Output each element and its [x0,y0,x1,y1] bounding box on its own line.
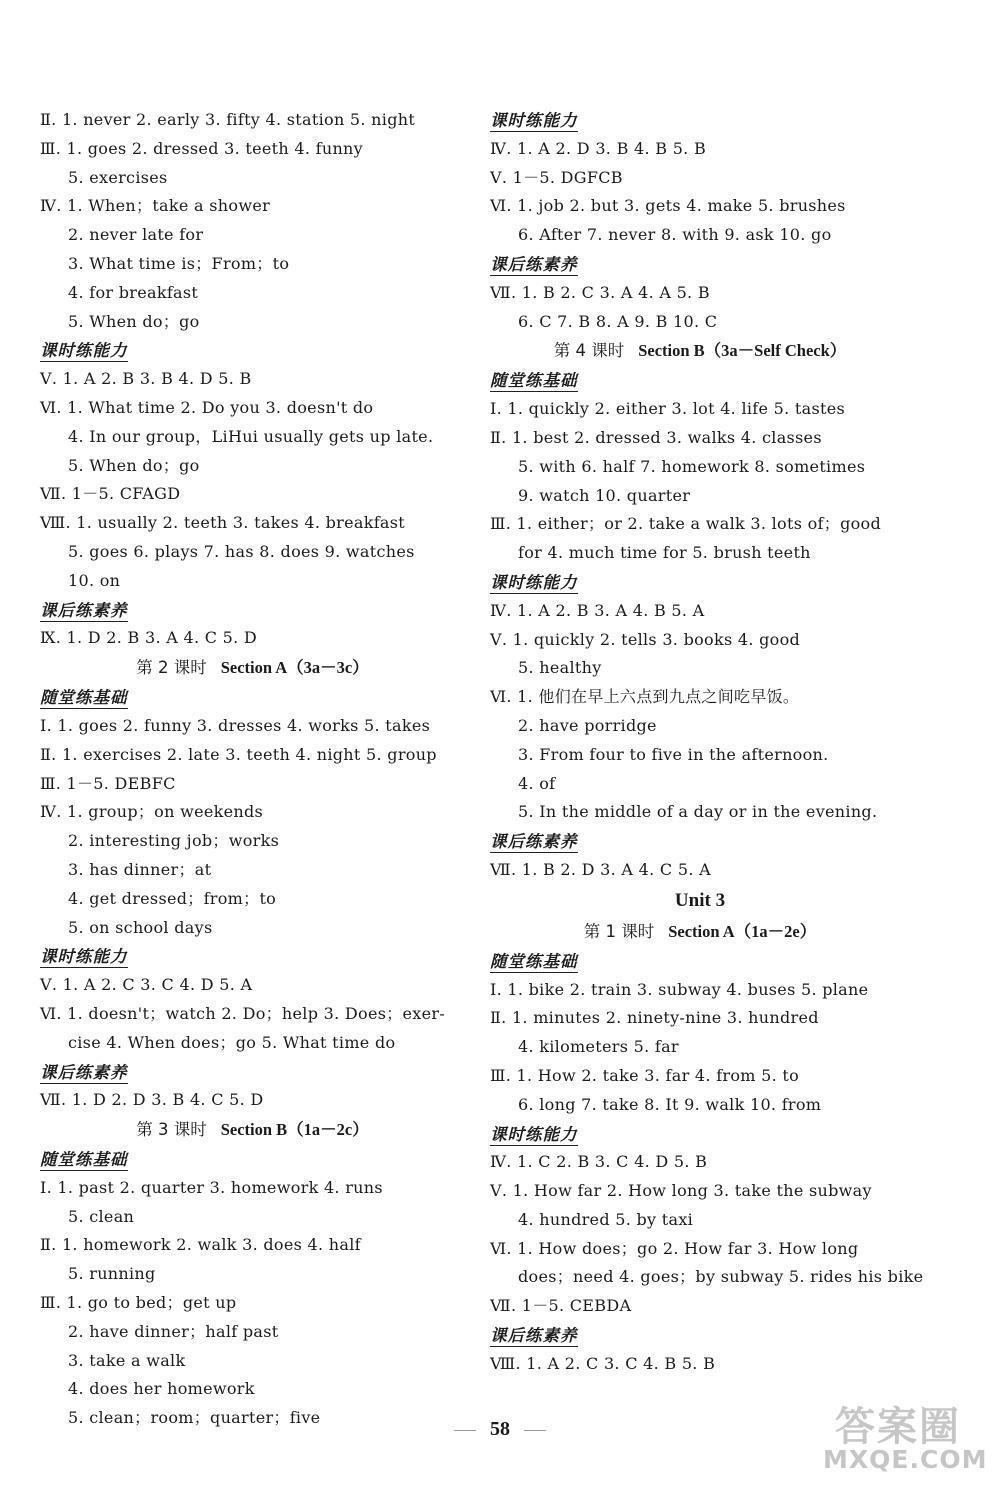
section-heading-label: 随堂练基础 [490,371,578,391]
answer-line: Ⅵ. 1. doesn't；watch 2. Do；help 3. Does；exer- [40,1003,446,1023]
answer-line: Ⅵ. 1. job 2. but 3. gets 4. make 5. brushes [490,196,846,216]
page-number: 58 [0,1418,1000,1441]
answer-line: Ⅷ. 1. A 2. C 3. C 4. B 5. B [490,1353,716,1373]
section-heading [40,683,465,712]
answer-line: Ⅶ. 1－5. CFAGD [40,484,181,504]
answer-line: Ⅶ. 1. D 2. D 3. B 4. C 5. D [40,1090,264,1110]
section-heading-label: 随堂练基础 [490,951,578,971]
answer-continuation-line: 3. take a walk [68,1350,186,1370]
section-heading-label: 课时练能力 [40,947,128,967]
answer-line: Ⅸ. 1. D 2. B 3. A 4. C 5. D [40,628,258,648]
answer-line: Ⅶ. 1－5. CEBDA [490,1296,632,1316]
answer-continuation-line: 4. for breakfast [68,282,199,302]
answer-line: Ⅱ. 1. minutes 2. ninety-nine 3. hundred [490,1008,819,1028]
answer-line: Ⅴ. 1－5. DGFCB [490,167,623,187]
answer-line: Ⅶ. 1. B 2. C 3. A 4. A 5. B [490,282,710,302]
unit-title: Unit 3 [674,889,726,911]
section-heading [490,106,910,135]
section-heading-label: 随堂练基础 [40,688,128,708]
answer-continuation-line: for 4. much time for 5. brush teeth [518,543,811,563]
answer-line: Ⅳ. 1. A 2. B 3. A 4. B 5. A [490,600,705,620]
lesson-section: Section B（3a－Self Check） [638,341,847,361]
answer-line: Ⅴ. 1. A 2. B 3. B 4. D 5. B [40,369,252,389]
answer-line: Ⅱ. 1. never 2. early 3. fifty 4. station 5. night [40,110,416,129]
section-heading-label: 课时练能力 [490,1124,578,1144]
answer-continuation-line: 4. get dressed；from；to [68,888,277,908]
answer-continuation-line: 5. In the middle of a day or in the evening. [518,802,878,822]
answer-line: Ⅴ. 1. A 2. C 3. C 4. D 5. A [40,975,253,995]
answer-continuation-line: 5. When do；go [68,455,200,475]
answer-continuation-line: 9. watch 10. quarter [518,485,691,505]
answer-continuation-line: 2. have dinner；half past [68,1321,279,1341]
answer-continuation-line: 2. never late for [68,225,204,245]
section-heading [40,942,465,971]
answer-line: Ⅷ. 1. usually 2. teeth 3. takes 4. breakfast [40,513,406,533]
answer-continuation-line: 4. In our group，LiHui usually gets up late. [68,426,434,446]
answer-continuation-line: 5. healthy [518,658,602,678]
answer-line: Ⅲ. 1. go to bed；get up [40,1293,237,1313]
answer-continuation-line: 10. on [68,570,121,590]
section-heading-label: 课后练素养 [490,254,578,274]
answer-line: Ⅳ. 1. C 2. B 3. C 4. D 5. B [490,1152,708,1172]
lesson-title [40,653,465,683]
watermark-url: MXQE.COM [823,1445,988,1474]
answer-continuation-line: 5. with 6. half 7. homework 8. sometimes [518,456,866,476]
answer-continuation-line: 4. kilometers 5. far [518,1037,679,1057]
site-watermark [805,1395,1000,1485]
answer-line: Ⅶ. 1. B 2. D 3. A 4. C 5. A [490,859,711,879]
watermark-chinese: 答案圈 [835,1404,961,1450]
answer-line: Ⅰ. 1. goes 2. funny 3. dresses 4. works 5. takes [40,715,431,735]
answer-line: Ⅳ. 1. When；take a shower [40,196,271,216]
answer-continuation-line: 4. of [518,773,556,793]
section-heading [490,1120,910,1149]
answer-line: Ⅴ. 1. How far 2. How long 3. take the subway [490,1181,872,1201]
section-heading-label: 课后练素养 [40,1062,128,1082]
answer-continuation-line: 5. clean；room；quarter；five [68,1408,321,1428]
answer-line: Ⅵ. 1. How does；go 2. How far 3. How long [490,1238,859,1258]
answer-continuation-line: 5. exercises [68,167,168,187]
answer-continuation-line: 5. goes 6. plays 7. has 8. does 9. watches [68,541,415,561]
lesson-section: Section B（1a－2c） [220,1120,369,1140]
right-answer-column [490,106,924,1379]
lesson-title [490,336,910,366]
answer-line: Ⅱ. 1. homework 2. walk 3. does 4. half [40,1235,361,1255]
lesson-section: Section A（3a－3c） [220,658,369,678]
section-heading [40,1145,465,1174]
section-heading [490,827,910,856]
lesson-section: Section A（1a－2e） [668,921,817,941]
section-heading-label: 课后练素养 [490,832,578,852]
answer-continuation-line: 5. running [68,1264,156,1284]
section-heading [40,336,465,365]
section-heading [40,1058,465,1087]
answer-line: Ⅲ. 1－5. DEBFC [40,773,176,793]
answer-continuation-line: 4. does her homework [68,1379,255,1399]
answer-line: Ⅰ. 1. bike 2. train 3. subway 4. buses 5. plane [490,979,869,999]
section-heading-label: 课时练能力 [490,111,578,130]
answer-continuation-line: 3. What time is；From；to [68,253,290,273]
section-heading [490,568,910,597]
left-answer-column [40,106,465,1433]
answer-continuation-line: 5. When do；go [68,311,200,331]
section-heading-label: 课后练素养 [40,600,128,620]
answer-continuation-line: 3. From four to five in the afternoon. [518,744,829,764]
answer-continuation-line: 5. on school days [68,917,213,937]
lesson-title [490,917,910,947]
answer-continuation-line: 6. C 7. B 8. A 9. B 10. C [518,311,718,331]
section-heading-label: 课后练素养 [490,1326,578,1346]
answer-line: Ⅰ. 1. past 2. quarter 3. homework 4. runs [40,1177,383,1197]
lesson-title [40,1115,465,1145]
answer-continuation-line: cise 4. When does；go 5. What time do [68,1032,396,1052]
answer-line: Ⅲ. 1. goes 2. dressed 3. teeth 4. funny [40,138,363,158]
lesson-number: 第 1 课时 [583,921,655,941]
answer-line: Ⅴ. 1. quickly 2. tells 3. books 4. good [490,629,801,649]
answer-continuation-line: 4. hundred 5. by taxi [518,1209,694,1229]
answer-continuation-line: does；need 4. goes；by subway 5. rides his bike [518,1267,924,1287]
lesson-number: 第 2 课时 [136,658,207,678]
answer-line: Ⅵ. 1. What time 2. Do you 3. doesn't do [40,397,374,417]
answer-line: Ⅰ. 1. quickly 2. either 3. lot 4. life 5. tastes [490,399,846,419]
answer-line: Ⅳ. 1. A 2. D 3. B 4. B 5. B [490,138,707,158]
answer-line: Ⅱ. 1. exercises 2. late 3. teeth 4. night 5. group [40,744,437,764]
answer-line: Ⅲ. 1. either；or 2. take a walk 3. lots of；good [490,514,882,534]
section-heading-label: 课时练能力 [40,341,128,361]
section-heading [490,250,910,279]
answer-continuation-line: 3. has dinner；at [68,859,212,879]
answer-line: Ⅳ. 1. group；on weekends [40,802,264,822]
answer-continuation-line: 5. clean [68,1206,135,1226]
section-heading-label: 随堂练基础 [40,1150,128,1170]
lesson-number: 第 3 课时 [136,1120,207,1140]
answer-line: Ⅵ. 1. 他们在早上六点到九点之间吃早饭。 [490,687,800,707]
answer-line: Ⅱ. 1. best 2. dressed 3. walks 4. classes [490,427,822,447]
answer-continuation-line: 6. long 7. take 8. It 9. walk 10. from [518,1094,822,1114]
answer-continuation-line: 2. have porridge [518,715,657,735]
section-heading [40,596,465,625]
answer-line: Ⅲ. 1. How 2. take 3. far 4. from 5. to [490,1065,800,1085]
section-heading-label: 课时练能力 [490,572,578,592]
answer-continuation-line: 2. interesting job；works [68,831,280,851]
section-heading [490,1321,910,1350]
lesson-number: 第 4 课时 [553,341,625,361]
section-heading [490,366,910,395]
section-heading [490,947,910,976]
answer-continuation-line: 6. After 7. never 8. with 9. ask 10. go [518,225,832,245]
